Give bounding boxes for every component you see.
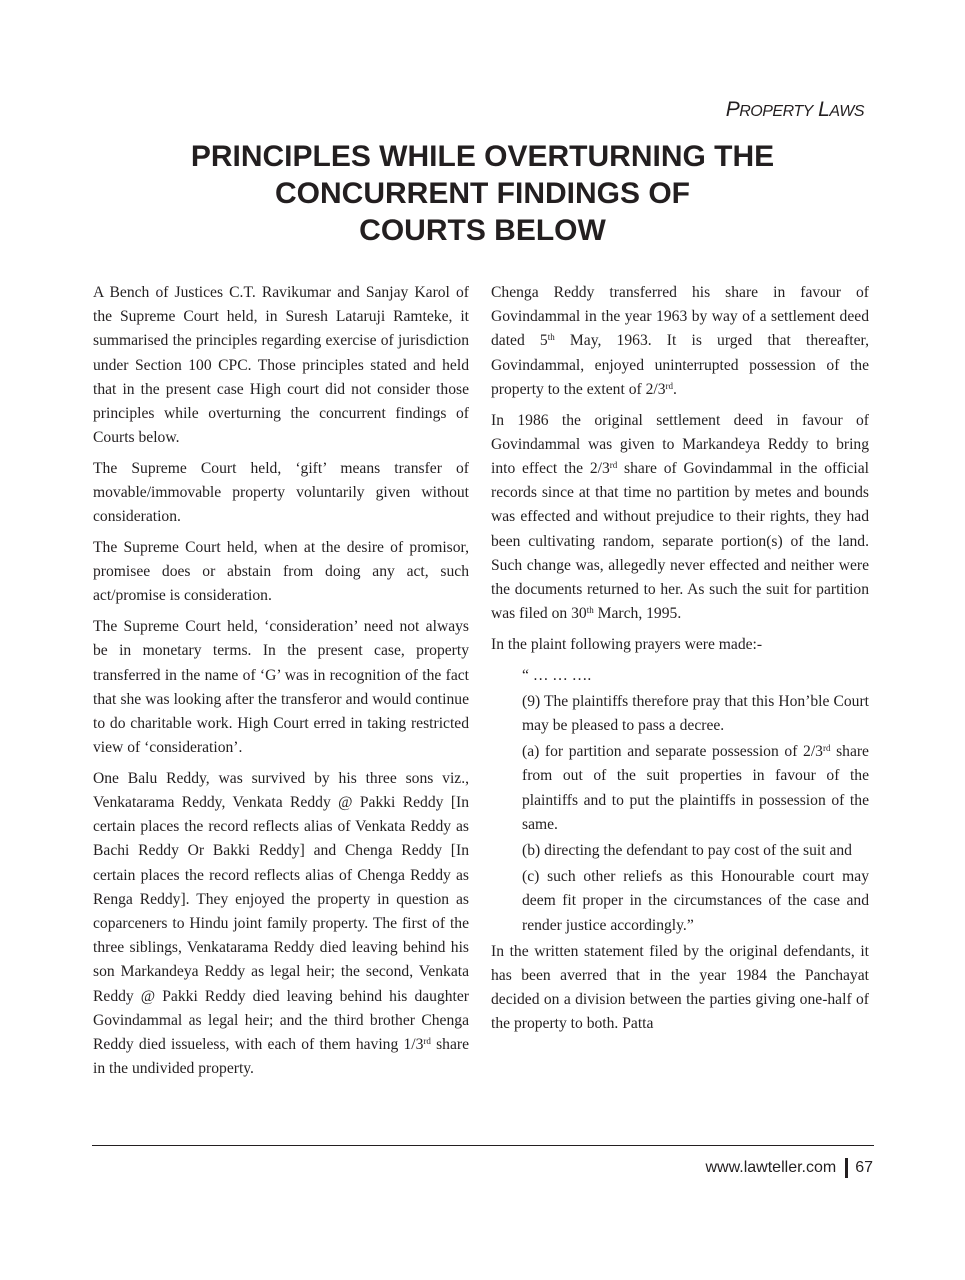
section-label: PROPERTY LAWS bbox=[725, 98, 864, 121]
paragraph-consideration-definition: The Supreme Court held, when at the desire of promisor, promisee does or abstain from doing any act, such act/promise is consideration. bbox=[93, 539, 469, 605]
paragraph-family-background: One Balu Reddy, was survived by his three sons viz., Venkatarama Reddy, Venkata Reddy @ Pakki Reddy [In certain places the record reflects alias of Venkata Reddy as Bachi Reddy Or Bakki Reddy] and Chenga Reddy [In certain places the record reflects alias of Chenga Reddy as Renga Reddy]. They enjoyed the property in question as coparceners to Hindu joint family property. The first of the three siblings, Venkatarama Reddy died leaving behind his son Markandeya Reddy as legal heir; the second, Venkata Reddy @ Pakki Reddy died leaving behind his daughter Govindammal as legal heir; and the third brother Chenga Reddy died issueless, with each of them having 1/3rd share in the undivided property. bbox=[93, 769, 469, 1078]
left-column bbox=[93, 281, 469, 1088]
quote-prayer-9: (9) The plaintiffs therefore pray that this Hon’ble Court may be pleased to pass a decree. bbox=[522, 692, 869, 734]
paragraph-settlement-deed: Chenga Reddy transferred his share in favour of Govindammal in the year 1963 by way of a settlement deed dated 5th May, 1963. It is urged that thereafter, Govindammal, enjoyed uninterrupted possession of the property to the extent of 2/3rd. bbox=[491, 284, 869, 398]
paragraph-bench-summary: A Bench of Justices C.T. Ravikumar and Sanjay Karol of the Supreme Court held, in Suresh Lataruji Ramteke, it summarised the principles regarding exercise of jurisdiction under Section 100 CPC. Those principles stated and held that in the present case High court did not consider those principles while overturning the concurrent findings of Courts below. bbox=[93, 284, 469, 447]
quote-prayer-a: (a) for partition and separate possession of 2/3rd share from out of the suit properties in favour of the plaintiffs and to put the plaintiffs in possession of the same. bbox=[522, 743, 869, 833]
article-title-line-2: CONCURRENT FINDINGS OF bbox=[275, 177, 690, 210]
footer-divider bbox=[92, 1145, 874, 1146]
footer-separator bbox=[845, 1158, 848, 1178]
paragraph-written-statement: In the written statement filed by the original defendants, it has been averred that in the year 1984 the Panchayat decided on a division between the parties giving one-half of the property to both. Patta bbox=[491, 942, 869, 1033]
quote-prayer-b: (b) directing the defendant to pay cost of the suit and bbox=[522, 841, 852, 859]
page-number: 67 bbox=[855, 1159, 873, 1176]
paragraph-gift-definition: The Supreme Court held, ‘gift’ means transfer of movable/immovable property voluntarily given without consideration. bbox=[93, 459, 469, 526]
quote-prayer-c: (c) such other reliefs as this Honourable court may deem fit proper in the circumstances of the case and render justice accordingly.” bbox=[522, 868, 869, 934]
paragraph-plaint-intro: In the plaint following prayers were made:- bbox=[491, 635, 763, 653]
footer-website-link[interactable]: www.lawteller.com bbox=[705, 1159, 837, 1176]
paragraph-consideration-monetary: The Supreme Court held, ‘consideration’ need not always be in monetary terms. In the present case, property transferred in the name of ‘G’ was in recognition of the fact that she was looking after the transferor and would continue to do charitable work. High Court erred in taking restricted view of ‘consideration’. bbox=[93, 618, 469, 757]
article-title bbox=[92, 138, 873, 249]
page-footer bbox=[706, 1158, 874, 1178]
paragraph-1986-deed: In 1986 the original settlement deed in favour of Govindammal was given to Markandeya Reddy to bring into effect the 2/3rd share of Govindammal in the official records since at that time no partition by metes and bounds was effected and without prejudice to their rights, they had been cultivating random, separate portion(s) of the land. Such change was, allegedly never effected and neither were the documents returned to her. As such the suit for partition was filed on 30th March, 1995. bbox=[491, 411, 869, 623]
quote-ellipsis: “ … … …. bbox=[522, 666, 592, 684]
article-title-line-1: PRINCIPLES WHILE OVERTURNING THE bbox=[190, 140, 775, 173]
article-title-line-3: COURTS BELOW bbox=[359, 214, 606, 247]
right-column bbox=[491, 281, 869, 1043]
